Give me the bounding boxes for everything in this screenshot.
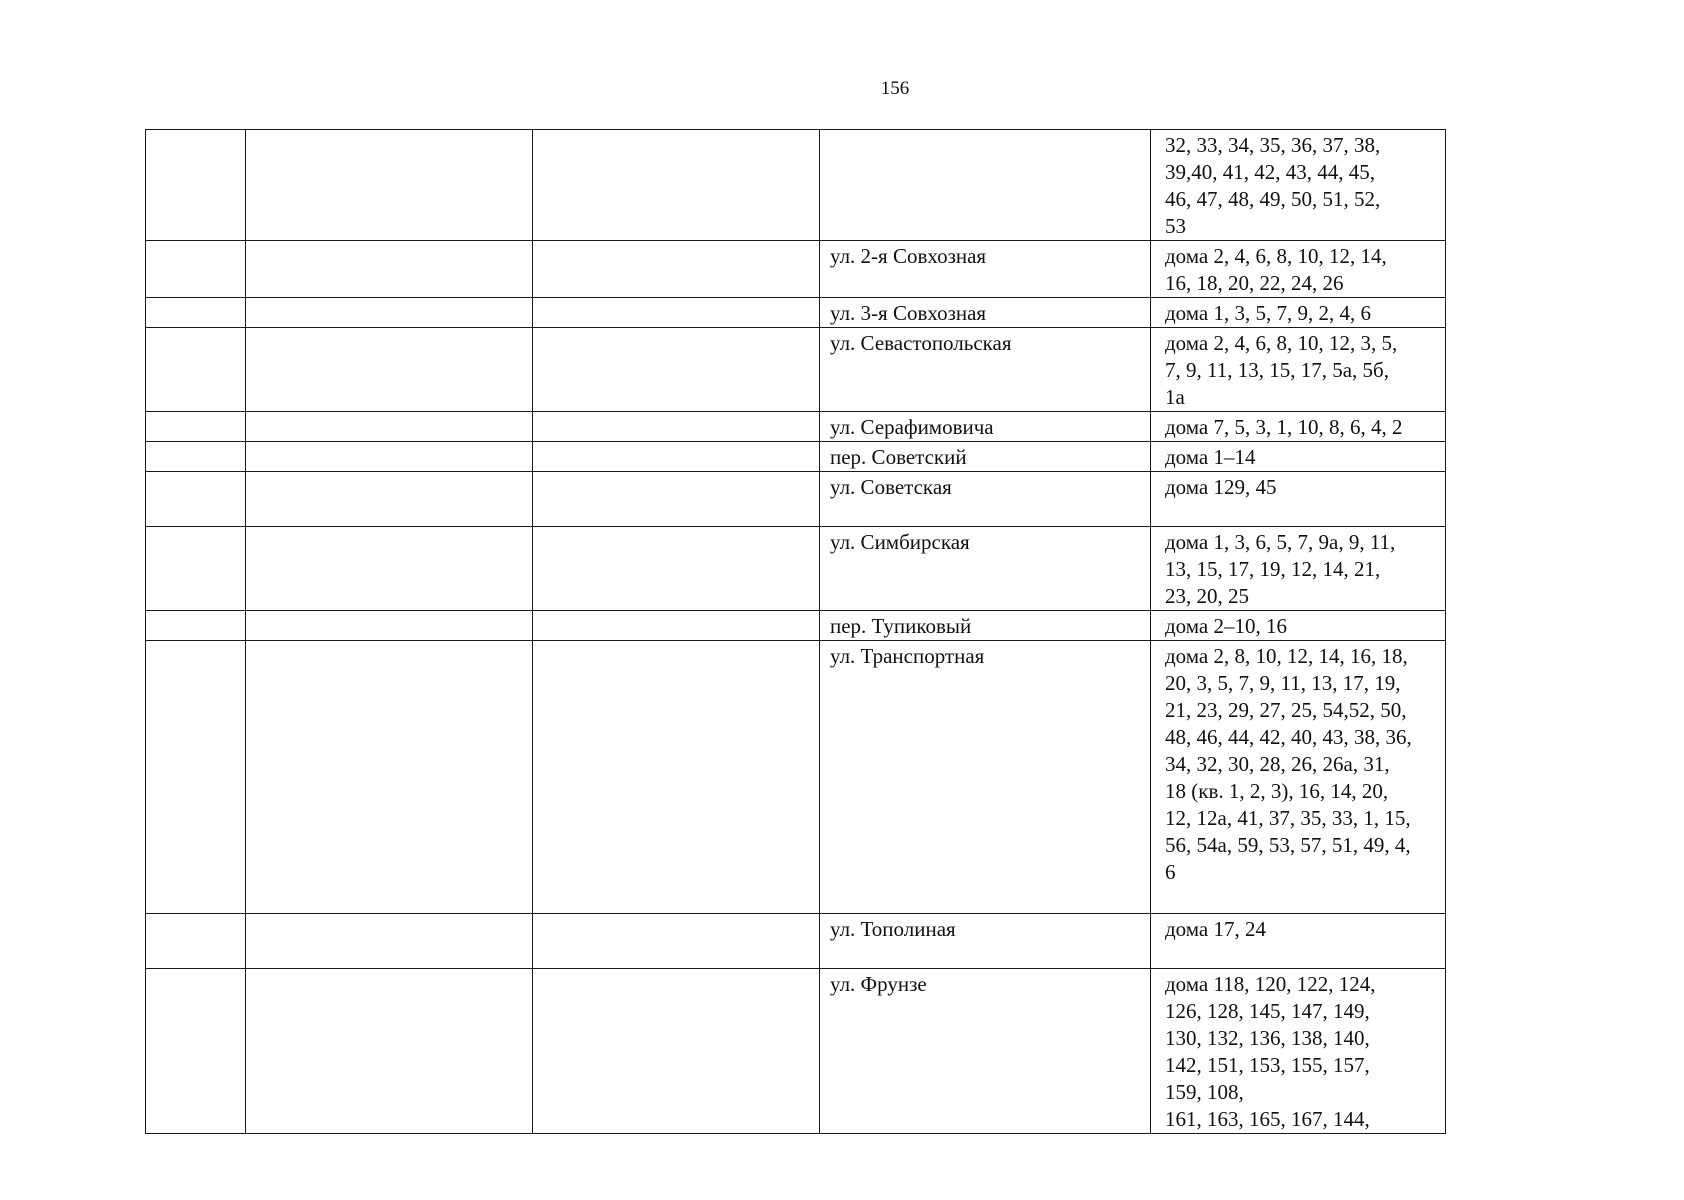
cell-street: ул. Симбирская bbox=[820, 527, 1151, 611]
table-row bbox=[146, 472, 1446, 527]
cell-district bbox=[246, 914, 533, 969]
cell-houses: дома 1, 3, 6, 5, 7, 9а, 9, 11, 13, 15, 17, 19, 12, 14, 21, 23, 20, 25 bbox=[1151, 527, 1446, 611]
cell-organization bbox=[533, 969, 820, 1134]
table-row bbox=[146, 412, 1446, 442]
cell-district bbox=[246, 298, 533, 328]
cell-number bbox=[146, 412, 246, 442]
table-row bbox=[146, 527, 1446, 611]
cell-street bbox=[820, 130, 1151, 241]
table-row bbox=[146, 641, 1446, 914]
page-number: 156 bbox=[880, 78, 910, 99]
cell-number bbox=[146, 241, 246, 298]
address-table bbox=[145, 129, 1446, 1134]
cell-number bbox=[146, 641, 246, 914]
cell-houses: дома 2–10, 16 bbox=[1151, 611, 1446, 641]
cell-district bbox=[246, 241, 533, 298]
cell-district bbox=[246, 969, 533, 1134]
cell-organization bbox=[533, 914, 820, 969]
table-row bbox=[146, 914, 1446, 969]
cell-number bbox=[146, 442, 246, 472]
table-row bbox=[146, 611, 1446, 641]
cell-number bbox=[146, 328, 246, 412]
cell-street: ул. 3-я Совхозная bbox=[820, 298, 1151, 328]
cell-street: ул. Тополиная bbox=[820, 914, 1151, 969]
cell-number bbox=[146, 298, 246, 328]
cell-organization bbox=[533, 442, 820, 472]
cell-street: ул. Советская bbox=[820, 472, 1151, 527]
cell-number bbox=[146, 130, 246, 241]
cell-street: пер. Советский bbox=[820, 442, 1151, 472]
cell-organization bbox=[533, 328, 820, 412]
cell-organization bbox=[533, 241, 820, 298]
cell-organization bbox=[533, 412, 820, 442]
cell-organization bbox=[533, 527, 820, 611]
cell-district bbox=[246, 472, 533, 527]
cell-number bbox=[146, 472, 246, 527]
cell-district bbox=[246, 130, 533, 241]
cell-organization bbox=[533, 298, 820, 328]
cell-organization bbox=[533, 611, 820, 641]
cell-organization bbox=[533, 472, 820, 527]
cell-houses: дома 1–14 bbox=[1151, 442, 1446, 472]
cell-street: ул. Транспортная bbox=[820, 641, 1151, 914]
cell-district bbox=[246, 641, 533, 914]
cell-number bbox=[146, 914, 246, 969]
cell-street: ул. Фрунзе bbox=[820, 969, 1151, 1134]
cell-district bbox=[246, 328, 533, 412]
cell-number bbox=[146, 969, 246, 1134]
cell-street: ул. 2-я Совхозная bbox=[820, 241, 1151, 298]
cell-organization bbox=[533, 641, 820, 914]
cell-district bbox=[246, 412, 533, 442]
cell-houses: дома 2, 4, 6, 8, 10, 12, 3, 5, 7, 9, 11, 13, 15, 17, 5а, 5б, 1а bbox=[1151, 328, 1446, 412]
cell-houses: дома 7, 5, 3, 1, 10, 8, 6, 4, 2 bbox=[1151, 412, 1446, 442]
cell-district bbox=[246, 527, 533, 611]
cell-street: ул. Севастопольская bbox=[820, 328, 1151, 412]
cell-houses: дома 129, 45 bbox=[1151, 472, 1446, 527]
cell-number bbox=[146, 527, 246, 611]
cell-organization bbox=[533, 130, 820, 241]
cell-houses: дома 2, 8, 10, 12, 14, 16, 18, 20, 3, 5, 7, 9, 11, 13, 17, 19, 21, 23, 29, 27, 25, 54,52, 50, 48, 46, 44, 42, 40, 43, 38, 36, 34, 32, 30, 28, 26, 26а, 31, 18 (кв. 1, 2, 3), 16, 14, 20, 12, 12а, 41, 37, 35, 33, 1, 15, 56, 54а, 59, 53, 57, 51, 49, 4, 6 bbox=[1151, 641, 1446, 914]
table-row bbox=[146, 241, 1446, 298]
cell-houses: дома 2, 4, 6, 8, 10, 12, 14, 16, 18, 20, 22, 24, 26 bbox=[1151, 241, 1446, 298]
cell-houses: дома 1, 3, 5, 7, 9, 2, 4, 6 bbox=[1151, 298, 1446, 328]
cell-street: пер. Тупиковый bbox=[820, 611, 1151, 641]
table-row bbox=[146, 130, 1446, 241]
table-row bbox=[146, 298, 1446, 328]
cell-houses: дома 17, 24 bbox=[1151, 914, 1446, 969]
cell-district bbox=[246, 611, 533, 641]
table-row bbox=[146, 969, 1446, 1134]
table-row bbox=[146, 328, 1446, 412]
table-row bbox=[146, 442, 1446, 472]
cell-houses: 32, 33, 34, 35, 36, 37, 38, 39,40, 41, 42, 43, 44, 45, 46, 47, 48, 49, 50, 51, 52, 53 bbox=[1151, 130, 1446, 241]
cell-district bbox=[246, 442, 533, 472]
cell-street: ул. Серафимовича bbox=[820, 412, 1151, 442]
cell-houses: дома 118, 120, 122, 124, 126, 128, 145, 147, 149, 130, 132, 136, 138, 140, 142, 151, 153, 155, 157, 159, 108, 161, 163, 165, 167, 144, bbox=[1151, 969, 1446, 1134]
cell-number bbox=[146, 611, 246, 641]
